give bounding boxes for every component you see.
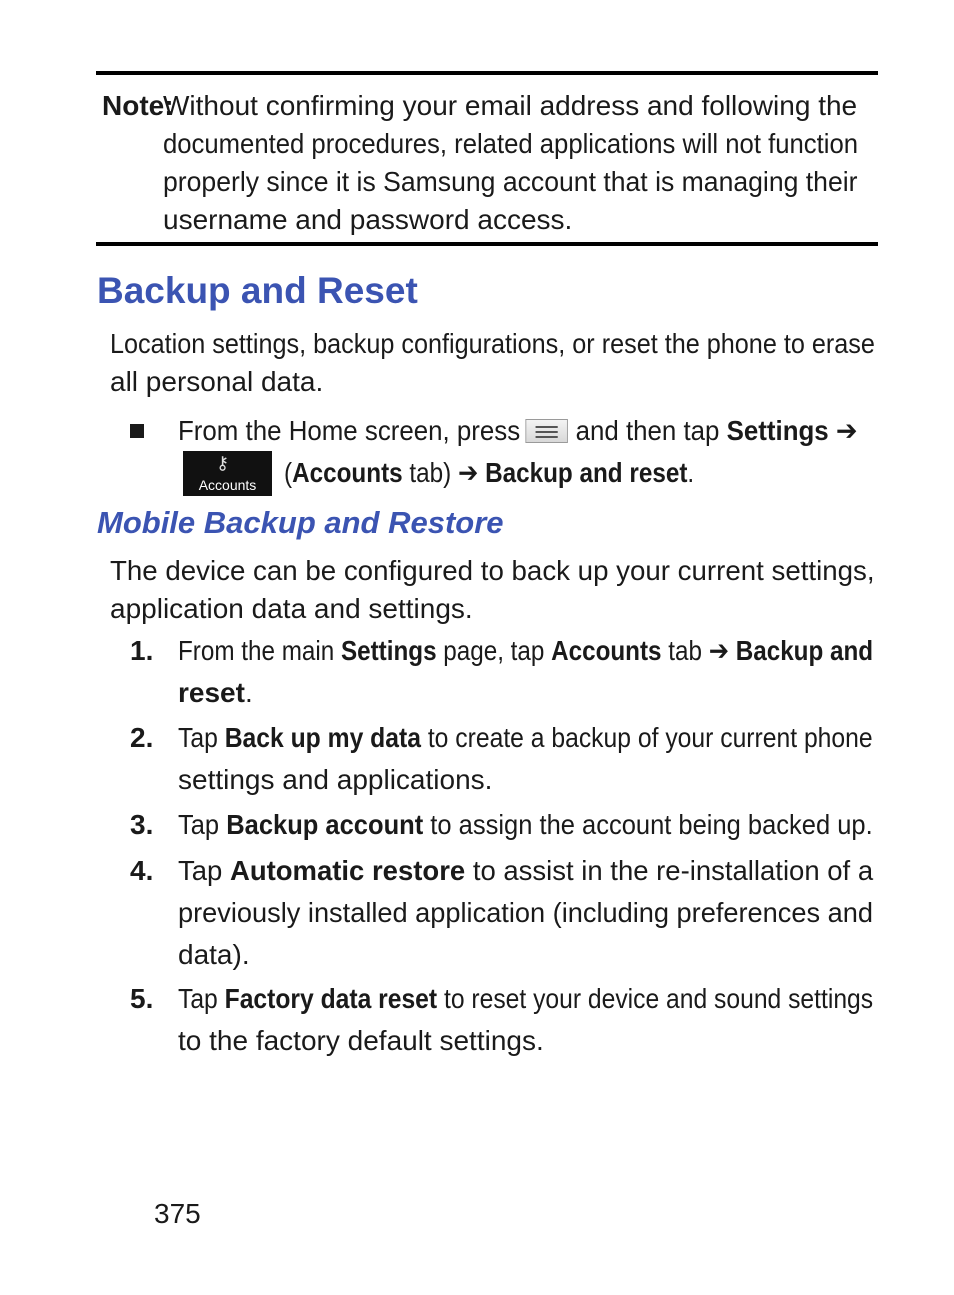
tab-text: tab) — [402, 457, 458, 488]
step-text: page, tap — [436, 635, 552, 666]
note-line: username and password access. — [163, 204, 573, 235]
step-bold: Automatic restore — [229, 855, 466, 886]
key-icon: ⚷ — [216, 453, 230, 473]
bullet-line-2 — [284, 454, 694, 492]
step-bold: Settings — [340, 635, 437, 666]
intro-line: Location settings, backup configurations, or reset the phone to erase — [110, 328, 875, 359]
page-number: 375 — [154, 1198, 201, 1229]
menu-key-icon — [526, 419, 569, 443]
step-number: 4. — [130, 855, 154, 886]
arrow-icon: ➔ — [835, 415, 858, 446]
step-bold: Backup and — [735, 635, 874, 666]
accounts-icon-label: Accounts — [198, 477, 257, 493]
step-bold: reset — [178, 677, 245, 708]
step-text: Tap — [178, 983, 225, 1014]
note-line: properly since it is Samsung account that is managing their — [163, 166, 858, 197]
step-text: From the main — [178, 635, 341, 666]
intro-paragraph — [110, 325, 880, 401]
step-text: to reset your device and sound settings — [437, 983, 874, 1014]
bullet-text: and then tap — [575, 415, 720, 446]
sub-intro-line: application data and settings. — [110, 593, 473, 624]
accounts-label: Accounts — [292, 457, 403, 488]
accounts-tab-icon — [183, 451, 272, 496]
step-1 — [178, 630, 878, 714]
period: . — [687, 457, 695, 488]
step-2 — [178, 717, 878, 801]
step-4 — [178, 850, 878, 976]
step-number: 3. — [130, 809, 154, 840]
step-text: settings and applications. — [178, 764, 493, 795]
step-text: Tap — [178, 855, 230, 886]
sub-intro-line: The device can be configured to back up your current settings, — [110, 555, 875, 586]
step-text: to assign the account being backed up. — [423, 809, 873, 840]
step-bold: Accounts — [551, 635, 662, 666]
step-text: to the factory default settings. — [178, 1025, 544, 1056]
step-text: to assist in the re-installation of a — [465, 855, 874, 886]
step-text: Tap — [178, 809, 227, 840]
step-3 — [178, 804, 878, 846]
paren: ( — [284, 457, 293, 488]
section-title: Backup and Reset — [97, 270, 418, 311]
note-label: Note: — [102, 90, 174, 121]
bullet-text: From the Home screen, press — [178, 415, 521, 446]
step-number: 2. — [130, 722, 154, 753]
bullet-line-1 — [178, 412, 858, 450]
sub-intro-paragraph — [110, 552, 880, 628]
backup-reset-label: Backup and reset — [485, 457, 688, 488]
note-text — [163, 87, 863, 239]
step-bold: Back up my data — [224, 722, 421, 753]
step-number: 1. — [130, 635, 154, 666]
arrow-icon: ➔ — [457, 457, 479, 488]
step-number: 5. — [130, 983, 154, 1014]
step-text: data). — [178, 939, 250, 970]
note-line: documented procedures, related applications will not function — [163, 128, 859, 159]
step-text: tab ➔ — [661, 635, 736, 666]
step-5 — [178, 978, 878, 1062]
subsection-title: Mobile Backup and Restore — [97, 505, 504, 540]
settings-label: Settings — [726, 415, 829, 446]
step-text: Tap — [178, 722, 225, 753]
step-bold: Backup account — [226, 809, 424, 840]
bullet-square-icon — [130, 424, 144, 438]
step-text: . — [244, 677, 253, 708]
intro-line: all personal data. — [110, 366, 324, 397]
step-text: previously installed application (including preferences and — [178, 897, 873, 928]
note-line: Without confirming your email address and following the — [163, 90, 858, 121]
step-text: to create a backup of your current phone — [420, 722, 873, 753]
step-bold: Factory data reset — [224, 983, 438, 1014]
note-box — [96, 71, 878, 246]
